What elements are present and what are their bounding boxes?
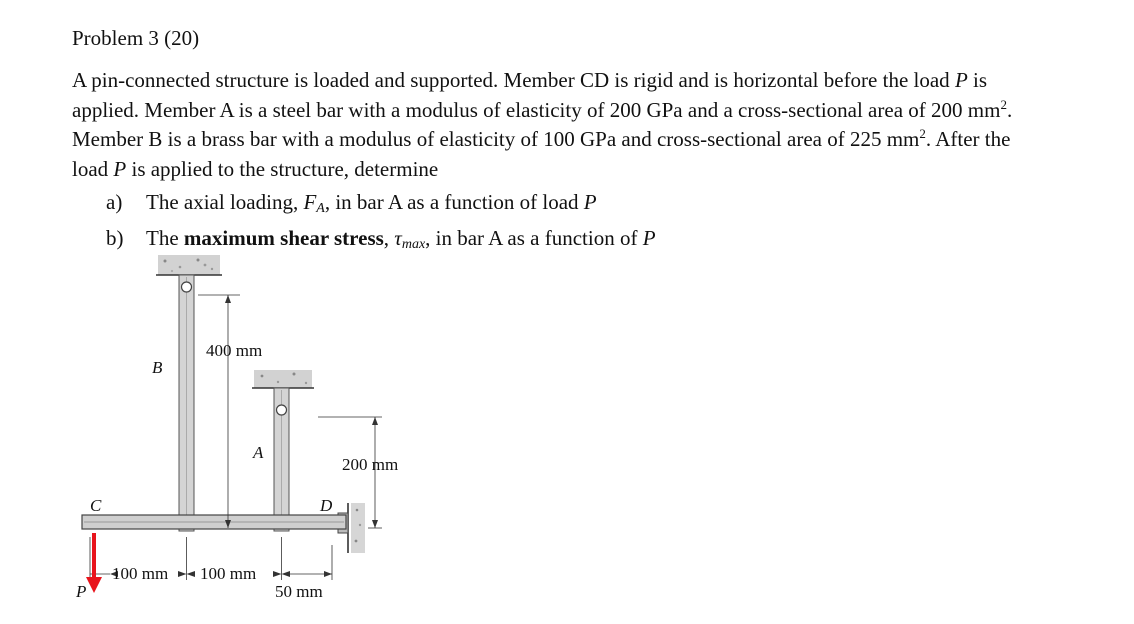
statement-part-1: A pin-connected structure is loaded and supported. Member CD is rigid and is horizontal before the load xyxy=(72,68,955,92)
ground-support-b xyxy=(156,255,222,275)
statement-part-5: is applied to the structure, determine xyxy=(126,156,439,181)
question-a-label: a) xyxy=(106,190,123,214)
label-100mm-right: 100 mm xyxy=(200,564,257,583)
label-200mm: 200 mm xyxy=(342,455,399,474)
member-b xyxy=(179,275,194,531)
label-d: D xyxy=(320,496,333,515)
rigid-member-cd xyxy=(82,515,346,529)
force-symbol: F xyxy=(303,190,317,214)
structure-figure xyxy=(70,245,450,610)
label-100mm-left: 100 mm xyxy=(112,564,169,583)
load-symbol-p: P xyxy=(583,190,597,214)
load-symbol-p: P xyxy=(113,156,127,181)
member-a xyxy=(274,388,289,531)
statement-part-4: . After the load xyxy=(72,127,1011,181)
question-a: a) The axial loading, $F_A$, in bar A as a function of load P xyxy=(106,190,597,216)
dimension-400mm xyxy=(198,295,240,528)
statement-part-3: . Member B is a brass bar with a modulus of elasticity of 100 GPa and cross-sectional area of 225 mm xyxy=(72,97,1013,151)
question-b: b) The maximum shear stress, $\tau_{max}$, in bar A as a function of P xyxy=(106,225,656,252)
question-b-label: b) xyxy=(106,225,124,250)
exponent: 2 xyxy=(919,126,926,141)
ground-support-a xyxy=(252,370,314,388)
exponent: 2 xyxy=(1000,96,1007,112)
bold-phrase: maximum shear stress xyxy=(183,225,384,250)
load-symbol-p: P xyxy=(954,68,968,92)
label-p: P xyxy=(76,582,87,601)
load-arrow-p xyxy=(86,533,102,593)
statement-part-2: is applied. Member A is a steel bar with a modulus of elasticity of 200 GPa and a cross-sectional area of 200 mm xyxy=(72,68,1001,122)
label-a: A xyxy=(253,443,264,462)
label-400mm: 400 mm xyxy=(206,341,263,360)
label-c: C xyxy=(90,496,102,515)
tau-subscript: max xyxy=(401,236,426,252)
label-b: B xyxy=(152,358,163,377)
tau-symbol: τ xyxy=(394,225,402,250)
problem-statement xyxy=(72,66,1032,184)
problem-title: Problem 3 (20) xyxy=(72,26,200,50)
label-50mm: 50 mm xyxy=(275,582,323,601)
load-symbol-p: P xyxy=(642,225,656,250)
force-subscript: A xyxy=(316,201,325,216)
